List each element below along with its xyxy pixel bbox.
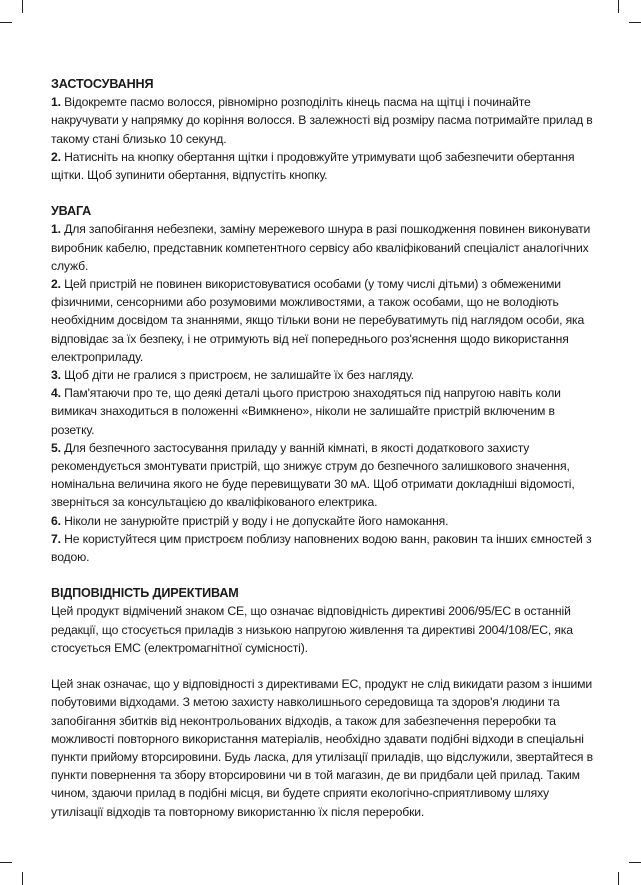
- section-heading: ЗАСТОСУВАННЯ: [51, 77, 154, 91]
- document-body: [51, 75, 599, 821]
- list-item: 3. Щоб діти не гралися з пристроєм, не залишайте їх без нагляду.: [51, 368, 414, 383]
- section-warning: [51, 202, 599, 566]
- section-usage: [51, 75, 599, 184]
- list-item: 4. Пам'ятаючи про те, що деякі деталі цього пристрою знаходяться під напругою навіть коли вимикач знаходиться в положенні «Вимкнено», ніколи не залишайте пристрій включеним в розетку.: [51, 386, 561, 437]
- crop-mark-right-top: [629, 22, 641, 23]
- list-item: 1. Для запобігання небезпеки, заміну мережевого шнура в разі пошкодження повинен виконувати виробник кабелю, представник компетентного сервісу або кваліфікований спеціаліст аналогічних служб.: [51, 222, 591, 273]
- paragraph: Цей знак означає, що у відповідності з директивами ЕС, продукт не слід викидати разом з іншими побутовими відходами. З метою захисту навколишнього середовища та здоров'я людини та запобігання збитків від неконтрольованих відходів, а також для забезпечення переробки та можливості повторного використання матеріалів, необхідно здавати подібні відходи в спеціальні пункти прийому вторсировини. Будь ласка, для утилізації приладів, що відслужили, звертайтеся в пункти повернення та збору вторсировини чи в той магазин, де ви придбали цей прилад. Таким чином, здаючи прилад в подібні місця, ви будете сприяти екологічно-сприятливому шляху утилізації відходів та повторному використанню їх після переробки.: [51, 677, 593, 819]
- section-compliance: [51, 584, 599, 820]
- list-item: 5. Для безпечного застосування приладу у ванній кімнаті, в якості додаткового захисту рекомендується змонтувати пристрій, що знижує струм до безпечного залишкового значення, номінальна величина якого не буде перевищувати 30 мА. Щоб отримати докладніші відомості, зверніться за консультацією до кваліфікованого електрика.: [51, 440, 575, 510]
- crop-mark-top-left: [22, 0, 23, 13]
- crop-mark-left-bottom: [0, 862, 12, 863]
- section-heading: ВІДПОВІДНІСТЬ ДИРЕКТИВАМ: [51, 586, 239, 601]
- list-item: 1. Відокремте пасмо волосся, рівномірно розподіліть кінець пасма на щітці і починайте накручувати у напрямку до коріння волосся. В залежності від розміру пасма потримайте прилад в такому стані близько 10 секунд.: [51, 95, 593, 146]
- list-item: 2. Цей пристрій не повинен використовуватися особами (у тому числі дітьми) з обмеженими фізичними, сенсорними або розумовими можливостями, а також особами, що не володіють необхідним досвідом та знаннями, якщо тільки вони не перебуватимуть під наглядом особи, яка відповідає за їх безпеку, і не отримують від неї попереднього роз'яснення щодо використання електроприладу.: [51, 277, 585, 364]
- list-item: 6. Ніколи не занурюйте пристрій у воду і не допускайте його намокання.: [51, 513, 449, 528]
- crop-mark-right-bottom: [629, 862, 641, 863]
- crop-mark-bottom-left: [22, 872, 23, 885]
- crop-mark-left-top: [0, 22, 12, 23]
- list-item: 7. Не користуйтеся цим пристроєм поблизу наповнених водою ванн, раковин та інших ємностей з водою.: [51, 531, 592, 565]
- list-item: 2. Натисніть на кнопку обертання щітки і продовжуйте утримувати щоб забезпечити обертання щітки. Щоб зупинити обертання, відпустіть кнопку.: [51, 149, 575, 183]
- section-heading: УВАГА: [51, 204, 92, 219]
- crop-mark-bottom-right: [618, 872, 619, 885]
- paragraph: Цей продукт відмічений знаком CE, що означає відповідність директиві 2006/95/EC в останній редакції, що стосується приладів з низькою напругою живлення та директиві 2004/108/EC, яка стосується EMC (електромагнітної сумісності).: [51, 604, 573, 655]
- crop-mark-top-right: [618, 0, 619, 13]
